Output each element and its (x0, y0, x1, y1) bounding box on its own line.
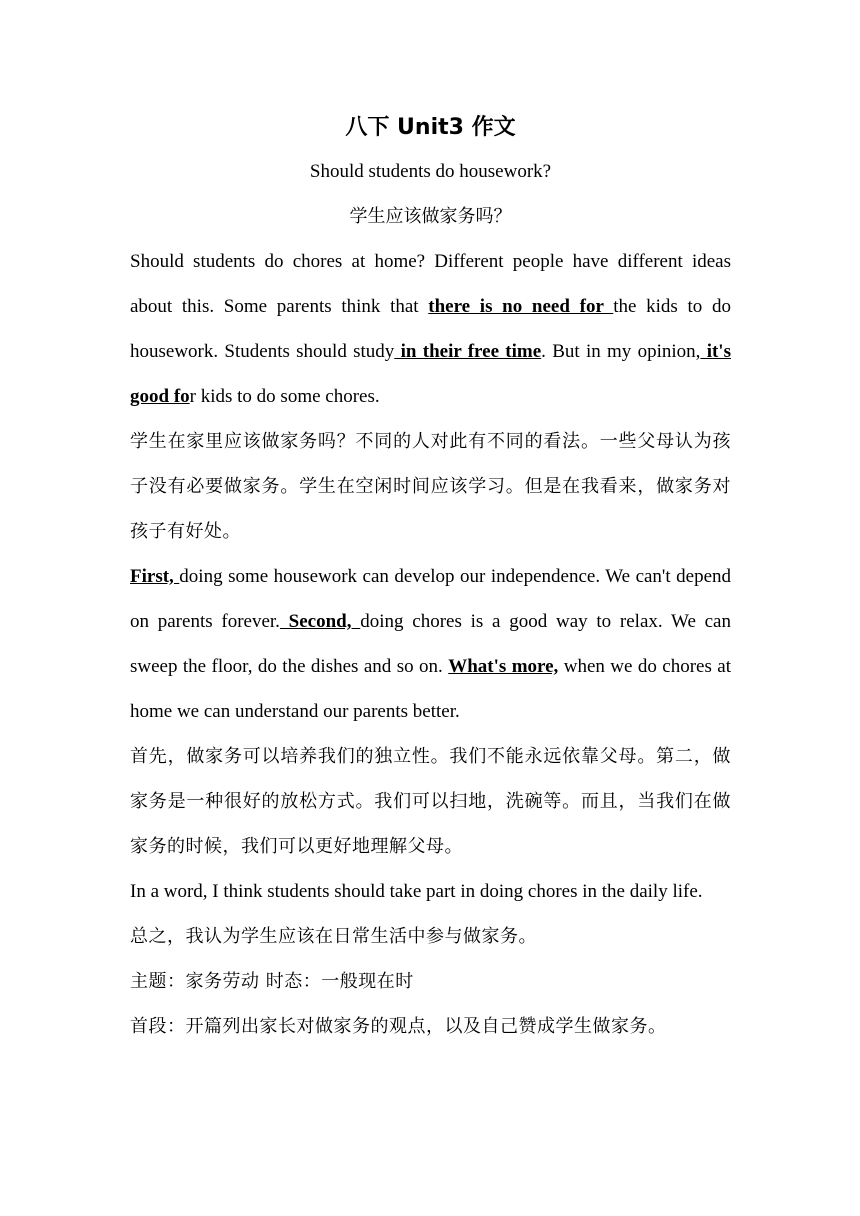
p2-highlight-second: Second, (279, 611, 361, 632)
p1-text-1: Should students do chores at home? Different people have different ideas about this. Some parents think that (130, 251, 731, 317)
p1-highlight-good-for: it's good fo (130, 341, 731, 407)
p1-text-3: . But in my opinion, (541, 341, 701, 362)
paragraph-3-english: In a word, I think students should take part in doing chores in the daily life. (130, 881, 703, 902)
chinese-subtitle: 学生应该做家务吗？ (349, 206, 512, 227)
paragraph-1-english (130, 239, 731, 419)
page-title: 八下 Unit3 作文 (345, 115, 516, 140)
p1-text-2: the kids to do housework. Students should study (130, 296, 731, 362)
note-first-paragraph: 首段：开篇列出家长对做家务的观点，以及自己赞成学生做家务。 (130, 1016, 667, 1037)
paragraph-2-english (130, 554, 731, 734)
p2-text-3: when we do chores at home we can understand our parents better. (130, 656, 732, 722)
english-subtitle: Should students do housework? (309, 161, 552, 182)
note-topic-tense: 主题：家务劳动 时态：一般现在时 (130, 971, 414, 992)
p2-highlight-whats-more: What's more, (448, 656, 559, 677)
p1-highlight-free-time: in their free time (394, 341, 542, 362)
p1-highlight-no-need-for: there is no need for (428, 296, 614, 317)
p2-text-1: doing some housework can develop our independence. We can't depend on parents forever. (130, 566, 731, 632)
p2-text-2: doing chores is a good way to relax. We can sweep the floor, do the dishes and so on. (130, 611, 731, 677)
p1-text-4: r kids to do some chores. (189, 386, 380, 407)
paragraph-2-chinese: 首先，做家务可以培养我们的独立性。我们不能永远依靠父母。第二，做家务是一种很好的放松方式。我们可以扫地，洗碗等。而且，当我们在做家务的时候，我们可以更好地理解父母。 (130, 746, 731, 857)
paragraph-1-chinese: 学生在家里应该做家务吗？不同的人对此有不同的看法。一些父母认为孩子没有必要做家务。学生在空闲时间应该学习。但是在我看来，做家务对孩子有好处。 (130, 431, 731, 542)
paragraph-3-chinese: 总之，我认为学生应该在日常生活中参与做家务。 (130, 926, 537, 947)
p2-highlight-first: First, (130, 566, 180, 587)
